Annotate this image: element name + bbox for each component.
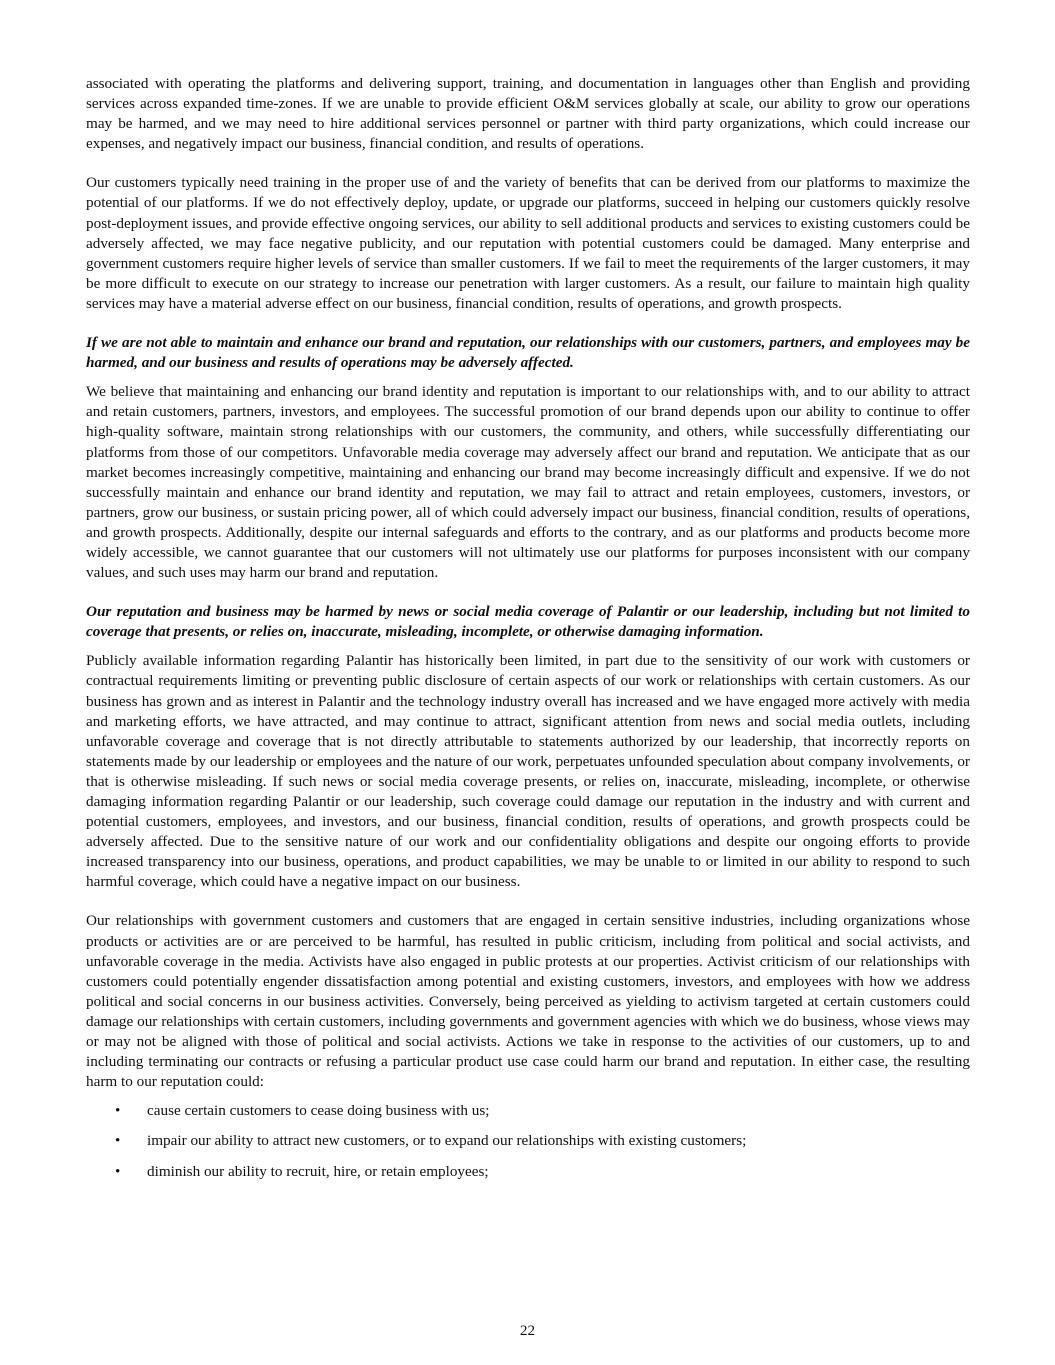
list-item [86,1162,970,1182]
page-number: 22 [519,1322,536,1339]
heading-media-coverage: Our reputation and business may be harmed by news or social media coverage of Palantir or our leadership, including but not limited to coverage that presents, or relies on, inaccurate, misleading, incomplete, or otherwise damaging information. [86,603,970,641]
bullet-list [86,1101,970,1181]
list-item [86,1131,970,1151]
list-item-text: diminish our ability to recruit, hire, or retain employees; [147,1162,489,1180]
paragraph-government-customers: Our relationships with government customers and customers that are engaged in certain sensitive industries, including organizations whose products or activities are or are perceived to be harmful, has resulted in public criticism, including from political and social activists, and unfavorable coverage in the media. Activists have also engaged in public protests at our properties. Activist criticism of our relationships with customers could potentially engender dissatisfaction among potential and existing customers, investors, and employees with how we address political and social concerns in our business activities. Conversely, being perceived as yielding to activism targeted at certain customers could damage our relationships with certain customers, including governments and government agencies with which we do business, whose views may or may not be aligned with those of political and social activists. Actions we take in response to the activities of our customers, up to and including terminating our contracts or refusing a particular product use case could harm our brand and reputation. In either case, the resulting harm to our reputation could: [86,912,970,1091]
heading-brand-reputation: If we are not able to maintain and enhance our brand and reputation, our relationships with our customers, partners, and employees may be harmed, and our business and results of operations may be adversely affected. [86,334,970,372]
bullet-marker: • [115,1162,121,1180]
document-body [86,74,970,1192]
list-item-text: impair our ability to attract new customers, or to expand our relationships with existing customers; [147,1132,747,1150]
list-item-text: cause certain customers to cease doing business with us; [147,1102,490,1120]
bullet-marker: • [115,1132,121,1150]
bullet-marker: • [115,1102,121,1120]
paragraph-brand-identity: We believe that maintaining and enhancing our brand identity and reputation is important to our relationships with, and to our ability to attract and retain customers, partners, investors, and employees. The successful promotion of our brand depends upon our ability to continue to offer high-quality software, maintain strong relationships with our customers, the community, and others, while successfully differentiating our platforms from those of our competitors. Unfavorable media coverage may adversely affect our brand and reputation. We anticipate that as our market becomes increasingly competitive, maintaining and enhancing our brand may become increasingly difficult and expensive. If we do not successfully maintain and enhance our brand identity and reputation, we may fail to attract and retain employees, customers, investors, or partners, grow our business, or sustain pricing power, all of which could adversely impact our business, financial condition, results of operations, and growth prospects. Additionally, despite our internal safeguards and efforts to the contrary, and as our platforms and products become more widely accessible, we cannot guarantee that our customers will not ultimately use our platforms for purposes inconsistent with our company values, and such uses may harm our brand and reputation. [86,383,970,582]
paragraph-public-information: Publicly available information regarding Palantir has historically been limited, in part due to the sensitivity of our work with customers or contractual requirements limiting or preventing public disclosure of certain aspects of our work or relationships with certain customers. As our business has grown and as interest in Palantir and the technology industry overall has increased and we have engaged more actively with media and marketing efforts, we have attracted, and may continue to attract, significant attention from news and social media outlets, including unfavorable coverage and coverage that is not directly attributable to statements authorized by our leadership, that incorrectly reports on statements made by our leadership or employees and the nature of our work, perpetuates unfounded speculation about company involvements, or that is otherwise misleading. If such news or social media coverage presents, or relies on, inaccurate, misleading, incomplete, or otherwise damaging information regarding Palantir or our leadership, such coverage could damage our reputation in the industry and with current and potential customers, employees, and investors, and our business, financial condition, results of operations, and growth prospects could be adversely affected. Due to the sensitive nature of our work and our confidentiality obligations and despite our ongoing efforts to provide increased transparency into our business, operations, and product capabilities, we may be unable to or limited in our ability to respond to such harmful coverage, which could have a negative impact on our business. [86,652,970,891]
paragraph-continued: associated with operating the platforms and delivering support, training, and documentation in languages other than English and providing services across expanded time-zones. If we are unable to provide efficient O&M services globally at scale, our ability to grow our operations may be harmed, and we may need to hire additional services personnel or partner with third party organizations, which could increase our expenses, and negatively impact our business, financial condition, and results of operations. [86,75,970,153]
list-item [86,1101,970,1121]
paragraph-training: Our customers typically need training in the proper use of and the variety of benefits that can be derived from our platforms to maximize the potential of our platforms. If we do not effectively deploy, update, or upgrade our platforms, succeed in helping our customers quickly resolve post-deployment issues, and provide effective ongoing services, our ability to sell additional products and services to existing customers could be adversely affected, we may face negative publicity, and our reputation with potential customers could be damaged. Many enterprise and government customers require higher levels of service than smaller customers. If we fail to meet the requirements of the larger customers, it may be more difficult to execute on our strategy to increase our penetration with larger customers. As a result, our failure to maintain high quality services may have a material adverse effect on our business, financial condition, results of operations, and growth prospects. [86,174,970,312]
